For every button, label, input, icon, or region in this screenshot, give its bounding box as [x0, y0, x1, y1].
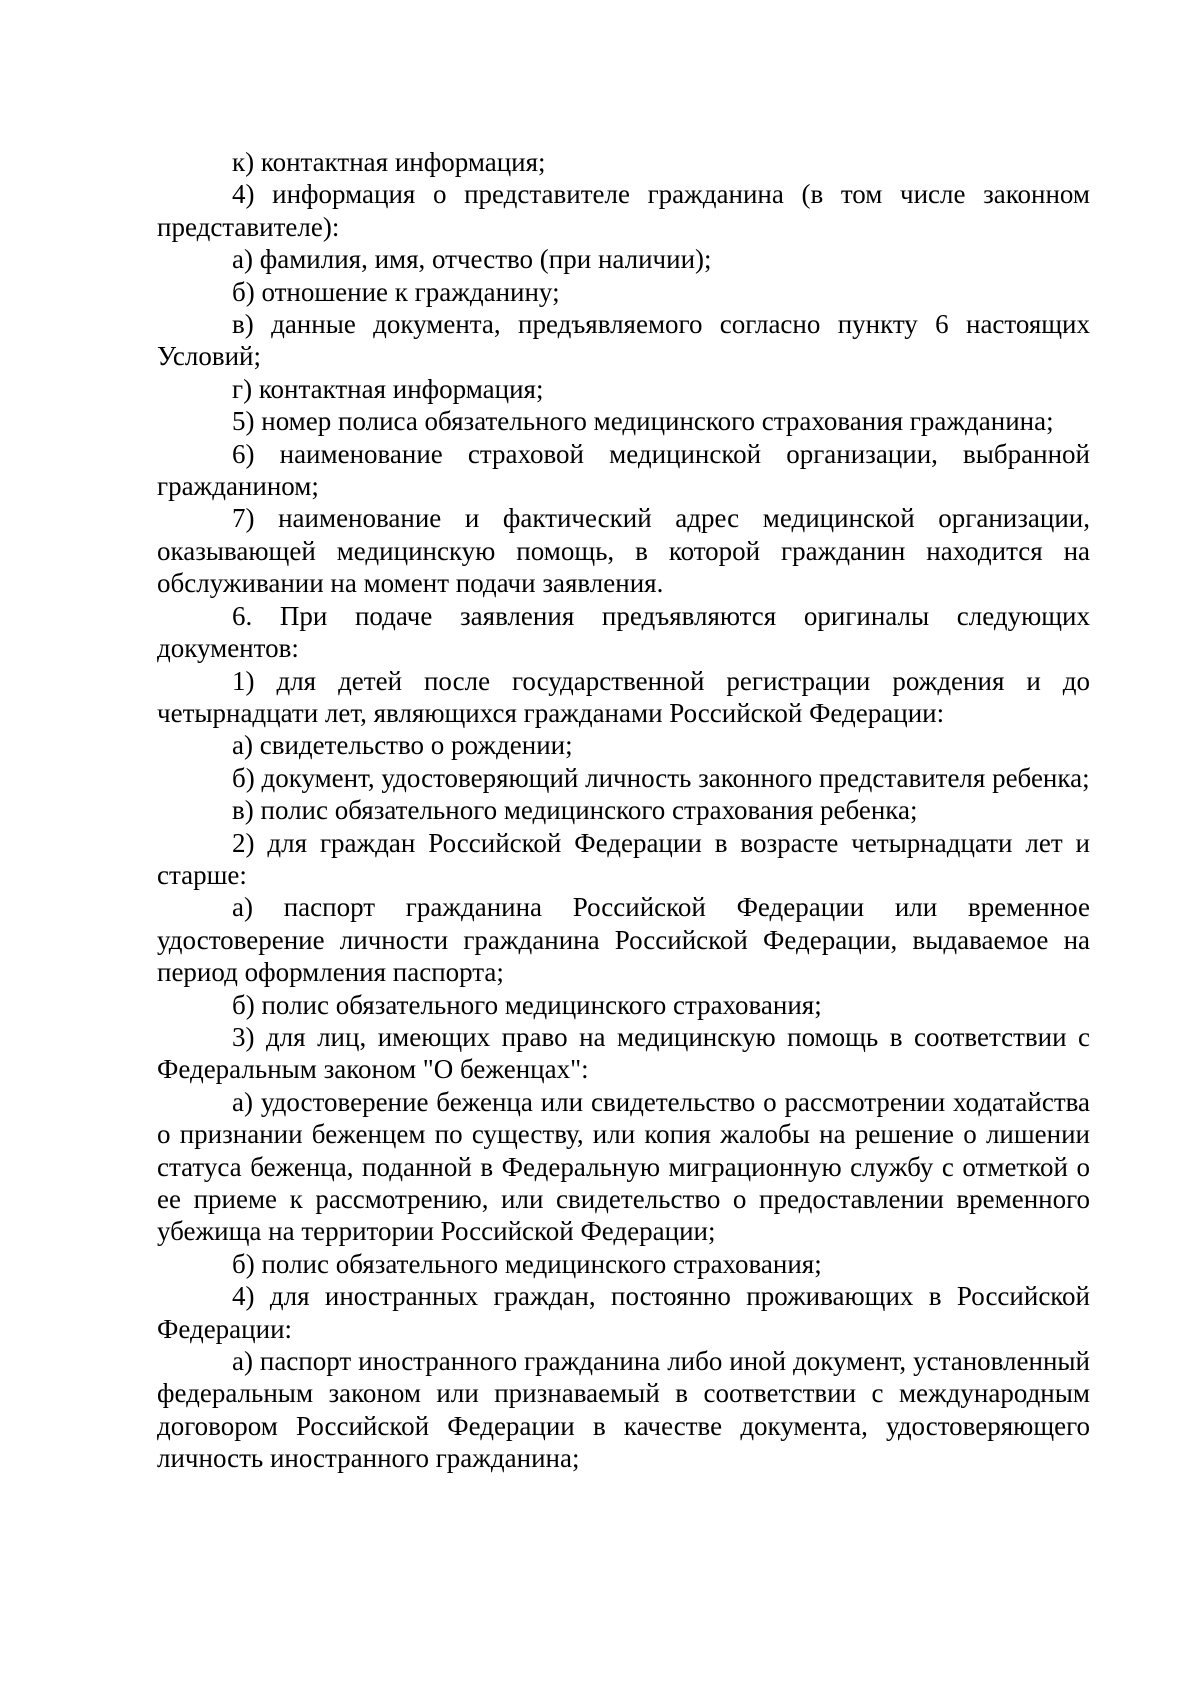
paragraph-v-child-policy: в) полис обязательного медицинского страхования ребенка;: [232, 795, 918, 826]
paragraph-b-guardian-id: б) документ, удостоверяющий личность законного представителя ребенка;: [232, 762, 1090, 793]
document-body: [157, 146, 1090, 1475]
paragraph-2-citizens-14-plus: 2) для граждан Российской Федерации в возрасте четырнадцати лет и старше:: [157, 827, 1090, 890]
paragraph-a-full-name: а) фамилия, имя, отчество (при наличии);: [232, 244, 712, 275]
paragraph-section-6-originals: 6. При подаче заявления предъявляются оригиналы следующих документов:: [157, 600, 1090, 664]
paragraph-a-refugee-certificate: а) удостоверение беженца или свидетельство о рассмотрении ходатайства о признании беженцем по существу, или копия жалобы на решение о лишении статуса беженца, поданной в Федеральную миграционную службу с отметкой о ее приеме к рассмотрению, или свидетельство о предоставлении временного убежища на территории Российской Федерации;: [157, 1086, 1090, 1247]
paragraph-4-foreign-residents: 4) для иностранных граждан, постоянно проживающих в Российской Федерации:: [157, 1281, 1090, 1344]
paragraph-k-contact-info: к) контактная информация;: [232, 147, 546, 177]
paragraph-v-document-data: в) данные документа, предъявляемого согласно пункту 6 настоящих Условий;: [157, 309, 1090, 372]
paragraph-g-contact-info: г) контактная информация;: [232, 373, 544, 404]
paragraph-a-passport: а) паспорт гражданина Российской Федерации или временное удостоверение личности гражданина Российской Федерации, выдаваемое на период оформления паспорта;: [157, 892, 1090, 988]
paragraph-6-insurer-name: 6) наименование страховой медицинской организации, выбранной гражданином;: [157, 438, 1090, 502]
paragraph-1-children: 1) для детей после государственной регистрации рождения и до четырнадцати лет, являющихся гражданами Российской Федерации:: [157, 665, 1090, 728]
paragraph-5-policy-number: 5) номер полиса обязательного медицинского страхования гражданина;: [232, 406, 1054, 437]
paragraph-a-birth-certificate: а) свидетельство о рождении;: [232, 730, 573, 761]
paragraph-b-policy: б) полис обязательного медицинского страхования;: [232, 989, 822, 1020]
paragraph-7-medical-org: 7) наименование и фактический адрес медицинской организации, оказывающей медицинскую помощь, в которой гражданин находится на обслуживании на момент подачи заявления.: [157, 503, 1090, 599]
paragraph-a-foreign-passport: а) паспорт иностранного гражданина либо иной документ, установленный федеральным законом или признаваемый в соответствии с международным договором Российской Федерации в качестве документа, удостоверяющего личность иностранного гражданина;: [157, 1346, 1090, 1474]
paragraph-3-refugees: 3) для лиц, имеющих право на медицинскую помощь в соответствии с Федеральным законом "О беженцах":: [157, 1021, 1090, 1085]
paragraph-b-policy-refugee: б) полис обязательного медицинского страхования;: [232, 1248, 822, 1279]
paragraph-4-representative-info: 4) информация о представителе гражданина (в том числе законном представителе):: [157, 179, 1090, 242]
paragraph-b-relation: б) отношение к гражданину;: [232, 276, 560, 307]
